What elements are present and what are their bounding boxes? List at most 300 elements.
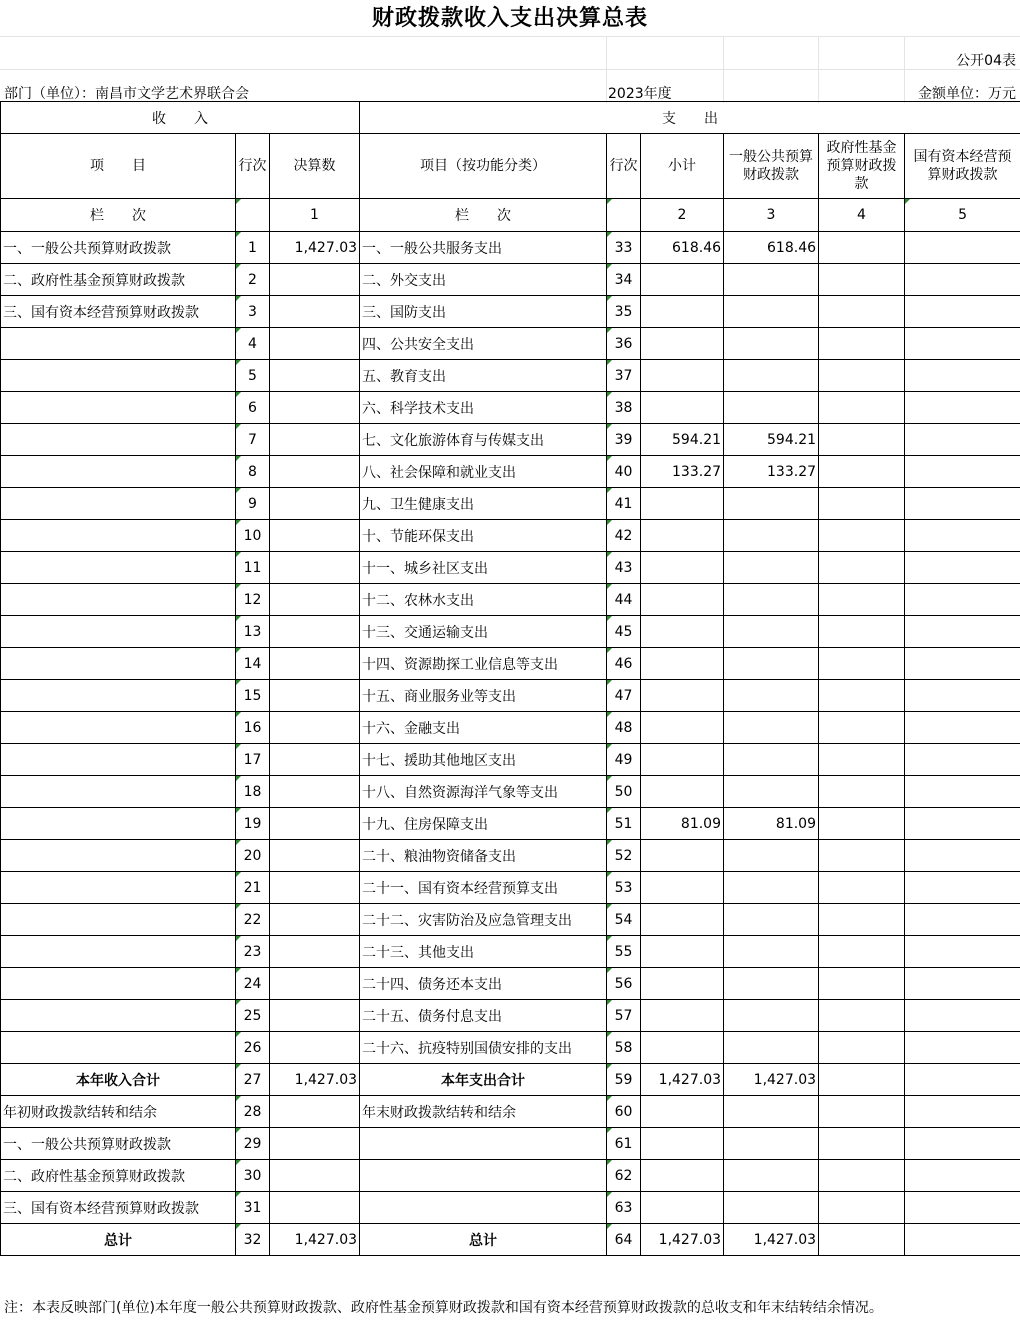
expense-item-cell: 十一、城乡社区支出: [360, 552, 607, 584]
line-no-2-cell: 36: [607, 328, 641, 360]
expense-item-cell: 年末财政拨款结转和结余: [360, 1096, 607, 1128]
final-amount-cell: [270, 584, 360, 616]
grid-line: [606, 37, 607, 103]
table-row: [1, 680, 1020, 712]
table-row: [1, 616, 1020, 648]
general-budget-cell: [724, 616, 819, 648]
state-capital-cell: [905, 1096, 1020, 1128]
subtotal-cell: 1,427.03: [641, 1224, 724, 1256]
line-no-2-cell: 51: [607, 808, 641, 840]
table-row: [1, 840, 1020, 872]
state-capital-cell: [905, 488, 1020, 520]
expense-item-cell: 十、节能环保支出: [360, 520, 607, 552]
final-amount-cell: [270, 1000, 360, 1032]
state-capital-cell: [905, 872, 1020, 904]
table-row: [1, 328, 1020, 360]
expense-item-cell: 四、公共安全支出: [360, 328, 607, 360]
table-row: [1, 488, 1020, 520]
gov-fund-cell: [819, 264, 905, 296]
subtotal-cell: [641, 840, 724, 872]
final-amount-cell: [270, 1128, 360, 1160]
general-budget-cell: [724, 392, 819, 424]
table-row: [1, 1000, 1020, 1032]
footnote: 注：本表反映部门(单位)本年度一般公共预算财政拨款、政府性基金预算财政拨款和国有资本经营预算财政拨款的总收支和年末结转结余情况。: [4, 1300, 883, 1316]
line-no-2-cell: 48: [607, 712, 641, 744]
subtotal-cell: [641, 520, 724, 552]
subtotal-cell: [641, 744, 724, 776]
income-item-cell: [1, 328, 236, 360]
header-expense-item: 项目（按功能分类）: [360, 134, 607, 199]
line-no-cell: 10: [236, 520, 270, 552]
line-no-2-cell: 47: [607, 680, 641, 712]
table-row: [1, 808, 1020, 840]
line-no-2-cell: 43: [607, 552, 641, 584]
gov-fund-cell: [819, 1064, 905, 1096]
expense-item-cell: 十五、商业服务业等支出: [360, 680, 607, 712]
header-general-budget: 一般公共预算财政拨款: [724, 134, 819, 199]
gov-fund-cell: [819, 1032, 905, 1064]
state-capital-cell: [905, 968, 1020, 1000]
general-budget-cell: [724, 904, 819, 936]
income-item-cell: [1, 360, 236, 392]
income-item-cell: [1, 488, 236, 520]
expense-item-cell: 一、一般公共服务支出: [360, 232, 607, 264]
table-row: [1, 1032, 1020, 1064]
expense-item-cell: [360, 1160, 607, 1192]
state-capital-cell: [905, 1000, 1020, 1032]
expense-item-cell: 二十六、抗疫特别国债安排的支出: [360, 1032, 607, 1064]
table-row: [1, 712, 1020, 744]
state-capital-cell: [905, 1192, 1020, 1224]
general-budget-cell: [724, 1192, 819, 1224]
line-no-cell: 32: [236, 1224, 270, 1256]
line-no-2-cell: 35: [607, 296, 641, 328]
final-amount-cell: [270, 424, 360, 456]
income-item-cell: 三、国有资本经营预算财政拨款: [1, 296, 236, 328]
general-budget-cell: [724, 712, 819, 744]
expense-item-cell: [360, 1192, 607, 1224]
table-row: [1, 296, 1020, 328]
subtotal-cell: [641, 712, 724, 744]
gov-fund-cell: [819, 1096, 905, 1128]
gov-fund-cell: [819, 1000, 905, 1032]
table-row: [1, 936, 1020, 968]
expense-item-cell: 二十四、债务还本支出: [360, 968, 607, 1000]
final-amount-cell: 1,427.03: [270, 1064, 360, 1096]
line-no-2-cell: 40: [607, 456, 641, 488]
income-item-cell: [1, 936, 236, 968]
subtotal-cell: 133.27: [641, 456, 724, 488]
income-item-cell: [1, 776, 236, 808]
expense-item-cell: 十二、农林水支出: [360, 584, 607, 616]
gov-fund-cell: [819, 872, 905, 904]
line-no-cell: 22: [236, 904, 270, 936]
line-no-2-cell: 59: [607, 1064, 641, 1096]
state-capital-cell: [905, 616, 1020, 648]
subtotal-cell: [641, 1096, 724, 1128]
line-no-2-cell: 56: [607, 968, 641, 1000]
line-no-2-cell: 34: [607, 264, 641, 296]
income-item-cell: [1, 968, 236, 1000]
line-no-2-cell: 44: [607, 584, 641, 616]
final-amount-cell: [270, 456, 360, 488]
final-amount-cell: [270, 648, 360, 680]
final-amount-cell: [270, 776, 360, 808]
subtotal-cell: [641, 936, 724, 968]
state-capital-cell: [905, 712, 1020, 744]
income-item-cell: 三、国有资本经营预算财政拨款: [1, 1192, 236, 1224]
expense-item-cell: 十六、金融支出: [360, 712, 607, 744]
final-amount-cell: [270, 872, 360, 904]
line-no-cell: 3: [236, 296, 270, 328]
income-item-cell: [1, 1032, 236, 1064]
subtotal-cell: [641, 1160, 724, 1192]
income-item-cell: 二、政府性基金预算财政拨款: [1, 264, 236, 296]
line-no-2-cell: 58: [607, 1032, 641, 1064]
line-no-cell: 5: [236, 360, 270, 392]
final-amount-cell: [270, 744, 360, 776]
expense-item-cell: 本年支出合计: [360, 1064, 607, 1096]
line-no-2-cell: 53: [607, 872, 641, 904]
expense-item-cell: 二十五、债务付息支出: [360, 1000, 607, 1032]
col-index-1: 1: [270, 199, 360, 232]
line-no-cell: 27: [236, 1064, 270, 1096]
final-amount-cell: [270, 360, 360, 392]
state-capital-cell: [905, 776, 1020, 808]
line-no-cell: 30: [236, 1160, 270, 1192]
subtotal-cell: [641, 296, 724, 328]
gov-fund-cell: [819, 680, 905, 712]
final-amount-cell: [270, 904, 360, 936]
col-index-empty: [607, 199, 641, 232]
subtotal-cell: [641, 1000, 724, 1032]
income-item-cell: [1, 840, 236, 872]
income-item-cell: [1, 520, 236, 552]
state-capital-cell: [905, 840, 1020, 872]
line-no-cell: 24: [236, 968, 270, 1000]
column-index-row: [1, 199, 1020, 232]
subtotal-cell: 618.46: [641, 232, 724, 264]
col-label-right: 栏 次: [360, 199, 607, 232]
summary-row: [1, 1128, 1020, 1160]
general-budget-cell: [724, 744, 819, 776]
line-no-2-cell: 57: [607, 1000, 641, 1032]
expense-item-cell: 九、卫生健康支出: [360, 488, 607, 520]
income-item-cell: [1, 1000, 236, 1032]
gov-fund-cell: [819, 456, 905, 488]
gov-fund-cell: [819, 616, 905, 648]
summary-row: [1, 1224, 1020, 1256]
income-item-cell: [1, 456, 236, 488]
gov-fund-cell: [819, 840, 905, 872]
income-item-cell: [1, 424, 236, 456]
gov-fund-cell: [819, 520, 905, 552]
col-index-3: 3: [724, 199, 819, 232]
income-item-cell: 年初财政拨款结转和结余: [1, 1096, 236, 1128]
state-capital-cell: [905, 296, 1020, 328]
final-amount-cell: [270, 328, 360, 360]
subtotal-cell: [641, 488, 724, 520]
subtotal-cell: [641, 968, 724, 1000]
subtotal-cell: [641, 584, 724, 616]
summary-row: [1, 1096, 1020, 1128]
gov-fund-cell: [819, 328, 905, 360]
line-no-cell: 18: [236, 776, 270, 808]
line-no-2-cell: 64: [607, 1224, 641, 1256]
final-amount-cell: [270, 552, 360, 584]
state-capital-cell: [905, 552, 1020, 584]
state-capital-cell: [905, 392, 1020, 424]
line-no-cell: 6: [236, 392, 270, 424]
col-label-left: 栏 次: [1, 199, 236, 232]
state-capital-cell: [905, 264, 1020, 296]
gov-fund-cell: [819, 424, 905, 456]
income-item-cell: [1, 680, 236, 712]
appropriation-summary-table: [0, 101, 1020, 1256]
line-no-2-cell: 33: [607, 232, 641, 264]
col-index-empty: [236, 199, 270, 232]
income-item-cell: [1, 552, 236, 584]
general-budget-cell: [724, 776, 819, 808]
gov-fund-cell: [819, 712, 905, 744]
final-amount-cell: [270, 840, 360, 872]
state-capital-cell: [905, 520, 1020, 552]
line-no-cell: 26: [236, 1032, 270, 1064]
general-budget-cell: [724, 680, 819, 712]
table-row: [1, 392, 1020, 424]
subtotal-cell: [641, 1128, 724, 1160]
expense-item-cell: 总计: [360, 1224, 607, 1256]
general-budget-cell: [724, 968, 819, 1000]
state-capital-cell: [905, 1064, 1020, 1096]
final-amount-cell: [270, 296, 360, 328]
line-no-2-cell: 42: [607, 520, 641, 552]
final-amount-cell: 1,427.03: [270, 1224, 360, 1256]
general-budget-cell: [724, 1032, 819, 1064]
line-no-cell: 15: [236, 680, 270, 712]
general-budget-cell: [724, 840, 819, 872]
general-budget-cell: [724, 296, 819, 328]
subtotal-cell: [641, 904, 724, 936]
expense-item-cell: 二、外交支出: [360, 264, 607, 296]
summary-row: [1, 1064, 1020, 1096]
general-budget-cell: 1,427.03: [724, 1064, 819, 1096]
final-amount-cell: [270, 1192, 360, 1224]
state-capital-cell: [905, 360, 1020, 392]
expense-item-cell: 二十一、国有资本经营预算支出: [360, 872, 607, 904]
expense-item-cell: 十九、住房保障支出: [360, 808, 607, 840]
form-number: 公开04表: [956, 53, 1016, 69]
grid-line: [0, 69, 1020, 70]
line-no-2-cell: 62: [607, 1160, 641, 1192]
general-budget-cell: [724, 520, 819, 552]
line-no-2-cell: 55: [607, 936, 641, 968]
col-index-4: 4: [819, 199, 905, 232]
income-item-cell: [1, 808, 236, 840]
line-no-2-cell: 50: [607, 776, 641, 808]
general-budget-cell: [724, 648, 819, 680]
line-no-cell: 28: [236, 1096, 270, 1128]
subtotal-cell: [641, 648, 724, 680]
subtotal-cell: [641, 616, 724, 648]
line-no-2-cell: 52: [607, 840, 641, 872]
income-item-cell: 本年收入合计: [1, 1064, 236, 1096]
line-no-cell: 31: [236, 1192, 270, 1224]
general-budget-cell: [724, 1096, 819, 1128]
general-budget-cell: [724, 488, 819, 520]
final-amount-cell: [270, 520, 360, 552]
grid-line: [723, 37, 724, 103]
general-budget-cell: [724, 936, 819, 968]
summary-row: [1, 1160, 1020, 1192]
general-budget-cell: 1,427.03: [724, 1224, 819, 1256]
table-row: [1, 520, 1020, 552]
col-index-2: 2: [641, 199, 724, 232]
expense-item-cell: 五、教育支出: [360, 360, 607, 392]
state-capital-cell: [905, 904, 1020, 936]
state-capital-cell: [905, 1224, 1020, 1256]
income-item-cell: 一、一般公共预算财政拨款: [1, 232, 236, 264]
subtotal-cell: [641, 1192, 724, 1224]
line-no-cell: 23: [236, 936, 270, 968]
subtotal-cell: [641, 680, 724, 712]
state-capital-cell: [905, 744, 1020, 776]
line-no-cell: 14: [236, 648, 270, 680]
table-row: [1, 584, 1020, 616]
expense-item-cell: 二十二、灾害防治及应急管理支出: [360, 904, 607, 936]
final-amount-cell: [270, 616, 360, 648]
gov-fund-cell: [819, 360, 905, 392]
amount-unit: 金额单位：万元: [918, 86, 1016, 102]
table-row: [1, 968, 1020, 1000]
header-state-capital: 国有资本经营预算财政拨款: [905, 134, 1020, 199]
subtotal-cell: [641, 360, 724, 392]
line-no-cell: 1: [236, 232, 270, 264]
gov-fund-cell: [819, 648, 905, 680]
state-capital-cell: [905, 936, 1020, 968]
income-item-cell: [1, 712, 236, 744]
expense-item-cell: 三、国防支出: [360, 296, 607, 328]
general-budget-cell: [724, 1128, 819, 1160]
fiscal-year: 2023年度: [608, 86, 672, 102]
table-row: [1, 904, 1020, 936]
income-item-cell: 一、一般公共预算财政拨款: [1, 1128, 236, 1160]
final-amount-cell: [270, 680, 360, 712]
table-row: [1, 456, 1020, 488]
line-no-2-cell: 61: [607, 1128, 641, 1160]
expense-item-cell: 十八、自然资源海洋气象等支出: [360, 776, 607, 808]
general-budget-cell: [724, 1000, 819, 1032]
state-capital-cell: [905, 1128, 1020, 1160]
gov-fund-cell: [819, 232, 905, 264]
final-amount-cell: [270, 488, 360, 520]
subtotal-cell: 594.21: [641, 424, 724, 456]
header-income-item: 项 目: [1, 134, 236, 199]
general-budget-cell: [724, 328, 819, 360]
header-line-no-2: 行次: [607, 134, 641, 199]
line-no-cell: 7: [236, 424, 270, 456]
general-budget-cell: [724, 264, 819, 296]
state-capital-cell: [905, 648, 1020, 680]
gov-fund-cell: [819, 936, 905, 968]
line-no-cell: 20: [236, 840, 270, 872]
gov-fund-cell: [819, 584, 905, 616]
line-no-cell: 9: [236, 488, 270, 520]
line-no-2-cell: 37: [607, 360, 641, 392]
final-amount-cell: 1,427.03: [270, 232, 360, 264]
line-no-2-cell: 41: [607, 488, 641, 520]
line-no-cell: 8: [236, 456, 270, 488]
line-no-2-cell: 49: [607, 744, 641, 776]
expense-item-cell: 二十、粮油物资储备支出: [360, 840, 607, 872]
gov-fund-cell: [819, 904, 905, 936]
table-row: [1, 232, 1020, 264]
general-budget-cell: 618.46: [724, 232, 819, 264]
line-no-2-cell: 38: [607, 392, 641, 424]
income-item-cell: [1, 744, 236, 776]
line-no-cell: 19: [236, 808, 270, 840]
line-no-cell: 25: [236, 1000, 270, 1032]
line-no-cell: 17: [236, 744, 270, 776]
line-no-cell: 13: [236, 616, 270, 648]
expense-section-header: 支 出: [360, 102, 1020, 134]
subtotal-cell: [641, 264, 724, 296]
income-item-cell: 总计: [1, 1224, 236, 1256]
expense-item-cell: 十四、资源勘探工业信息等支出: [360, 648, 607, 680]
expense-item-cell: [360, 1128, 607, 1160]
col-index-5: 5: [905, 199, 1020, 232]
general-budget-cell: 81.09: [724, 808, 819, 840]
expense-item-cell: 八、社会保障和就业支出: [360, 456, 607, 488]
table-row: [1, 872, 1020, 904]
column-header-row: [1, 134, 1020, 199]
general-budget-cell: [724, 1160, 819, 1192]
expense-item-cell: 十三、交通运输支出: [360, 616, 607, 648]
general-budget-cell: [724, 360, 819, 392]
income-item-cell: [1, 616, 236, 648]
state-capital-cell: [905, 1160, 1020, 1192]
header-final-amount: 决算数: [270, 134, 360, 199]
expense-item-cell: 六、科学技术支出: [360, 392, 607, 424]
subtotal-cell: [641, 328, 724, 360]
expense-item-cell: 二十三、其他支出: [360, 936, 607, 968]
state-capital-cell: [905, 808, 1020, 840]
gov-fund-cell: [819, 552, 905, 584]
final-amount-cell: [270, 968, 360, 1000]
gov-fund-cell: [819, 808, 905, 840]
final-amount-cell: [270, 936, 360, 968]
income-item-cell: [1, 904, 236, 936]
expense-item-cell: 十七、援助其他地区支出: [360, 744, 607, 776]
subtotal-cell: [641, 1032, 724, 1064]
table-row: [1, 648, 1020, 680]
final-amount-cell: [270, 392, 360, 424]
general-budget-cell: 133.27: [724, 456, 819, 488]
state-capital-cell: [905, 328, 1020, 360]
line-no-cell: 16: [236, 712, 270, 744]
report-title: 财政拨款收入支出决算总表: [371, 6, 648, 31]
subtotal-cell: 81.09: [641, 808, 724, 840]
state-capital-cell: [905, 424, 1020, 456]
state-capital-cell: [905, 680, 1020, 712]
final-amount-cell: [270, 1160, 360, 1192]
final-amount-cell: [270, 264, 360, 296]
grid-line: [904, 37, 905, 103]
line-no-cell: 29: [236, 1128, 270, 1160]
gov-fund-cell: [819, 776, 905, 808]
line-no-2-cell: 39: [607, 424, 641, 456]
table-row: [1, 744, 1020, 776]
